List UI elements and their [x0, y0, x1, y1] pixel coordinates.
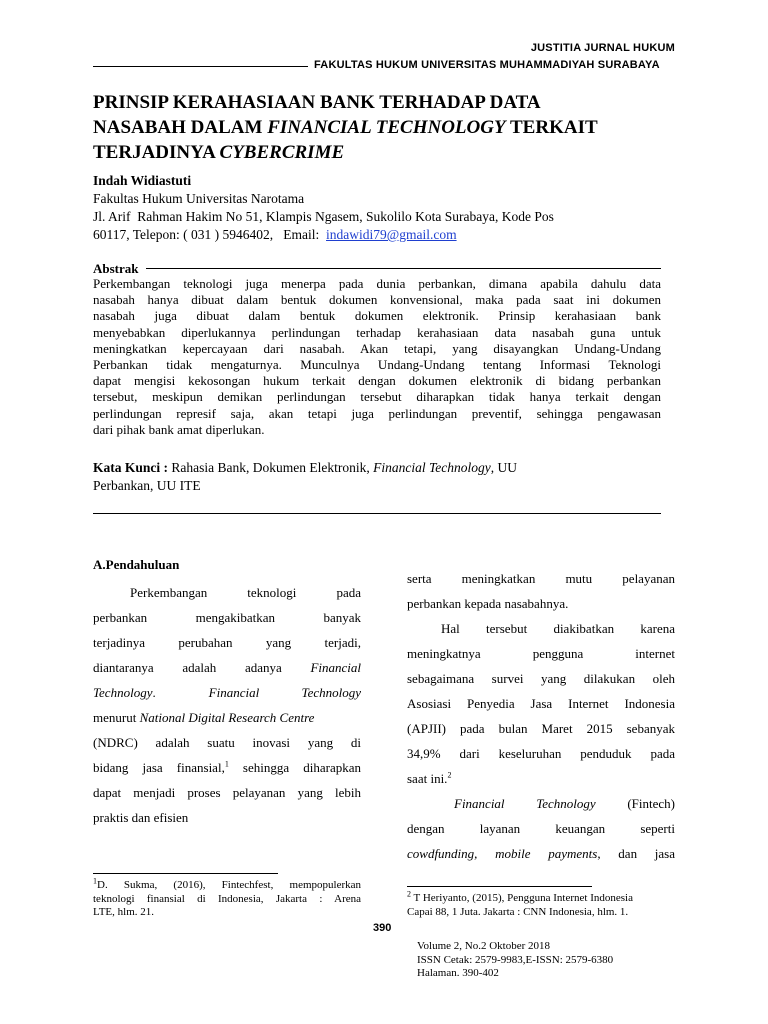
body-line: Technology. Financial Technology: [93, 685, 362, 700]
right-column: [407, 566, 675, 866]
paper-title: [93, 90, 683, 165]
body-line: (APJII) pada bulan Maret 2015 sebanyak: [407, 721, 675, 736]
abstract-line: nasabah juga dibuat dalam bentuk dokumen elektronik. Prinsip kerahasiaan bank: [93, 308, 661, 324]
body-line: praktis dan efisien: [93, 810, 189, 825]
title-line-1: PRINSIP KERAHASIAAN BANK TERHADAP DATA: [93, 92, 541, 113]
body-line: meningkatnya pengguna internet: [407, 646, 675, 661]
body-line: saat ini.$^2$: [407, 770, 452, 786]
body-line: perbankan kepada nasabahnya.: [407, 596, 569, 611]
footnote-line: LTE, hlm. 21.: [93, 906, 155, 918]
footnote-ref-1[interactable]: 1: [224, 759, 229, 769]
abstract-heading: Abstrak: [93, 261, 139, 276]
footer-pages: Halaman. 390-402: [417, 967, 499, 979]
author-email-link[interactable]: indawidi79@gmail.com: [326, 227, 457, 242]
footnote-rule-right: [407, 886, 592, 887]
keywords-rule-bottom: [93, 513, 661, 514]
author-address-2: 60117, Telepon: ( 031 ) 5946402, Email: indawidi79@gmail.com: [93, 227, 457, 242]
body-line: sebagaimana survei yang dilakukan oleh: [407, 671, 675, 686]
author-address-1: Jl. Arif Rahman Hakim No 51, Klampis Ngasem, Sukolilo Kota Surabaya, Kode Pos: [93, 209, 554, 224]
header-rule: [93, 66, 308, 67]
abstract-rule-top: [146, 268, 661, 269]
abstract-line: nasabah hanya dibuat dalam bentuk dokumen konvensional, maka pada saat ini dokumen: [93, 292, 661, 308]
abstract-line: Perkembangan teknologi juga menerpa pada dunia perbankan, dimana apabila dahulu data: [93, 276, 661, 291]
title-line-3: TERJADINYA CYBERCRIME: [93, 142, 345, 163]
body-line: diantaranya adalah adanya Financial: [93, 660, 361, 675]
body-line: menurut National Digital Research Centre: [93, 710, 315, 725]
body-line: perbankan mengakibatkan banyak: [93, 610, 361, 625]
body-line: serta meningkatkan mutu pelayanan: [407, 571, 675, 586]
body-line: terjadinya perubahan yang terjadi,: [93, 635, 361, 650]
body-line: 34,9% dari keseluruhan penduduk pada: [407, 746, 675, 761]
footnote-2: [407, 889, 677, 919]
abstract-body: [93, 276, 661, 438]
footnote-rule-left: [93, 873, 278, 874]
section-heading: A.Pendahuluan: [93, 557, 180, 572]
journal-name: JUSTITIA JURNAL HUKUM: [530, 42, 675, 54]
author-name: Indah Widiastuti: [93, 173, 192, 188]
keywords-label: Kata Kunci :: [93, 460, 169, 475]
body-line: dengan layanan keuangan seperti: [407, 821, 675, 836]
footnote-line: teknologi finansial di Indonesia, Jakarta : Arena: [93, 892, 361, 905]
abstract-line: perlindungan represif saja, akan tetapi juga perlindungan preventif, sehingga pengawasan: [93, 405, 661, 421]
keywords-line-2: Perbankan, UU ITE: [93, 478, 201, 493]
body-line: (NDRC) adalah suatu inovasi yang di: [93, 735, 361, 750]
body-line: cowdfunding, mobile payments, dan jasa: [407, 846, 675, 861]
footer-volume: Volume 2, No.2 Oktober 2018: [417, 940, 551, 952]
body-line: Hal tersebut diakibatkan karena: [441, 621, 675, 636]
footnote-line: Capai 88, 1 Juta. Jakarta : CNN Indonesia, hlm. 1.: [407, 905, 629, 918]
footnote-ref-2[interactable]: 2: [447, 770, 452, 780]
body-line: Financial Technology (Fintech): [454, 796, 675, 811]
footnote-line: $^2$ T Heriyanto, (2015), Pengguna Internet Indonesia: [407, 889, 633, 904]
abstract-line: menyebabkan diperlukannya perlindungan terhadap kerahasiaan data nasabah guna untuk: [93, 324, 661, 340]
body-line: bidang jasa finansial,$^1$ sehingga diharapkan: [93, 759, 362, 775]
faculty-name: FAKULTAS HUKUM UNIVERSITAS MUHAMMADIYAH SURABAYA: [314, 59, 660, 71]
body-line: Asosiasi Penyedia Jasa Internet Indonesia: [407, 696, 675, 711]
title-line-2: NASABAH DALAM FINANCIAL TECHNOLOGY TERKAIT: [93, 117, 598, 138]
footer-issn: ISSN Cetak: 2579-9983,E-ISSN: 2579-6380: [417, 953, 614, 966]
abstract-line: meningkatkan kepercayaan dari nasabah. Akan tetapi, yang disayangkan Undang-Undang: [93, 340, 661, 356]
keywords-line-1: Kata Kunci : Rahasia Bank, Dokumen Elektronik, Financial Technology, UU: [93, 460, 517, 475]
body-line: dapat menjadi proses pelayanan yang lebih: [93, 785, 361, 800]
abstract-line: dapat mengisi kekosongan hukum terkait dengan dokumen elektronik di bidang perbankan: [93, 373, 661, 389]
keywords: [93, 459, 661, 495]
abstract-line: tersebut, meskipun demikan perlindungan tersebut diharapkan tidak hanya terkait dengan: [93, 389, 661, 405]
left-column: [93, 580, 361, 830]
page-number: 390: [373, 922, 392, 934]
abstract-line: Perbankan tidak mengaturnya. Munculnya Undang-Undang tentang Informasi Teknologi: [93, 357, 661, 373]
footer-info: [417, 940, 613, 981]
body-line: Perkembangan teknologi pada: [130, 585, 361, 600]
author-block: [93, 172, 673, 244]
footnote-1: [93, 876, 361, 920]
footnote-line: $^1$D. Sukma, (2016), Fintechfest, mempopulerkan: [93, 876, 361, 891]
abstract-line: dari pihak bank amat diperlukan.: [93, 421, 265, 437]
author-affiliation: Fakultas Hukum Universitas Narotama: [93, 191, 305, 206]
